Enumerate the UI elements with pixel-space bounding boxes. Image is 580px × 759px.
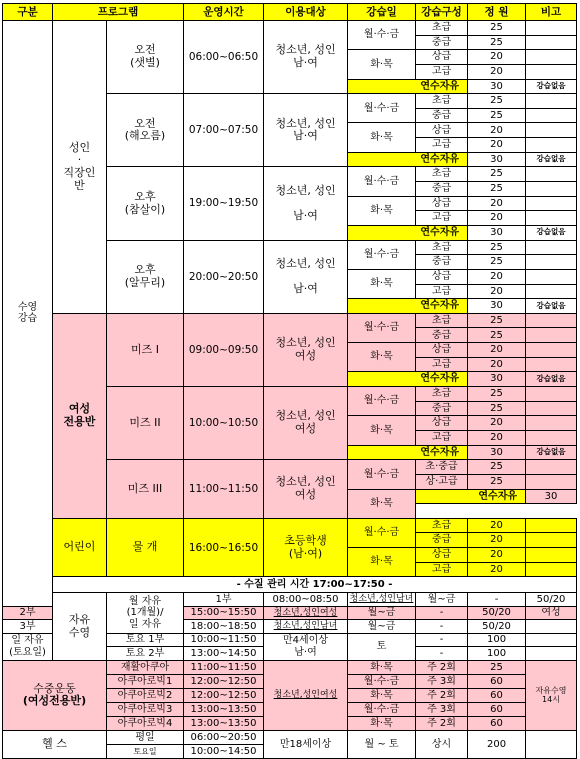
aqua-days: 화·목 (348, 660, 416, 674)
aqua-category (3, 660, 107, 730)
header-program: 프로그램 (53, 4, 184, 21)
free-swim-weekend-target: 만4세이상 남·여 (264, 633, 348, 660)
remark-cell (526, 50, 577, 65)
header-remarks: 비고 (526, 4, 577, 21)
aqua-days: 월·수·금 (348, 674, 416, 688)
target-line: 청소년, 성인 (275, 336, 336, 350)
target-line: 여성 (294, 348, 317, 362)
free-swim-target: 청소년,성인남녀 (348, 593, 416, 607)
capacity-cell: 25 (468, 328, 526, 343)
target-line: 청소년, 성인 (275, 116, 336, 130)
session-name: 미즈 III (107, 460, 184, 519)
free-swim-comp: - (416, 647, 468, 661)
remark-cell (526, 240, 577, 255)
session-target (264, 313, 348, 386)
days-mwf: 월·수·금 (348, 460, 416, 489)
level-cell: 초급 (416, 240, 468, 255)
level-cell: 고급 (416, 64, 468, 79)
level-cell: 초급 (416, 21, 468, 36)
remark-cell (526, 255, 577, 270)
health-days: 월 ~ 토 (348, 730, 416, 758)
free-swim-remark (526, 633, 577, 647)
free-swim-days: 월~금 (416, 593, 468, 607)
session-target (264, 460, 348, 519)
days-tt: 화·목 (348, 343, 416, 372)
days-tt: 화·목 (348, 50, 416, 79)
days-mwf: 월·수·금 (348, 387, 416, 416)
level-cell: 중급 (416, 182, 468, 197)
level-cell: 중급 (416, 35, 468, 50)
aqua-comp: 주 2회 (416, 716, 468, 730)
target-line: 청소년, 성인 (275, 183, 336, 197)
remark-cell (526, 343, 577, 358)
level-cell: 중급 (416, 108, 468, 123)
days-tt: 화·목 (348, 123, 416, 152)
free-swim-part: 3부 (3, 620, 53, 634)
swim-category: 수영 강습 (3, 21, 53, 607)
session-time: 07:00~07:50 (184, 94, 264, 167)
adult-group-label: 성인 · 직장인 반 (53, 21, 107, 314)
level-cell: 중급 (416, 328, 468, 343)
free-swim-time: 13:00~14:50 (184, 647, 264, 661)
remark-cell (526, 533, 577, 548)
kids-program: 물 개 (107, 518, 184, 577)
aqua-cap: 60 (468, 716, 526, 730)
capacity-cell: 20 (468, 284, 526, 299)
days-mwf: 월·수·금 (348, 167, 416, 196)
remark-cell (526, 284, 577, 299)
free-swim-target: 청소년,성인여성 (264, 606, 348, 620)
level-cell: 상급 (416, 269, 468, 284)
capacity-cell: 20 (468, 343, 526, 358)
free-swim-cap: 100 (468, 633, 526, 647)
level-cell: 상급 (416, 50, 468, 65)
capacity-cell: 30 (526, 489, 577, 504)
remark-cell (526, 313, 577, 328)
remark-cell (526, 269, 577, 284)
table-row (3, 313, 577, 328)
capacity-cell: 20 (468, 430, 526, 445)
free-swim-time: 15:00~15:50 (184, 606, 264, 620)
remark-cell (526, 64, 577, 79)
session-name: 오후 (참살이) (107, 167, 184, 240)
capacity-cell: 20 (468, 416, 526, 431)
free-swim-part: 1부 (184, 593, 264, 607)
table-row (3, 660, 577, 674)
remark-cell (526, 518, 577, 533)
capacity-cell: 20 (468, 533, 526, 548)
remark-cell (526, 211, 577, 226)
capacity-cell: 20 (468, 269, 526, 284)
header-category: 구분 (3, 4, 53, 21)
women-group-label: 여성 전용반 (53, 313, 107, 518)
capacity-cell: 25 (468, 474, 526, 489)
free-practice-cell: 연수자유 (348, 152, 468, 167)
table-row (3, 21, 577, 36)
level-cell: 초급 (416, 313, 468, 328)
free-practice-cell: 연수자유 (348, 225, 468, 240)
target-line: 남·여 (293, 129, 318, 143)
capacity-cell: 25 (468, 401, 526, 416)
remark-cell (526, 357, 577, 372)
capacity-cell: 30 (468, 445, 526, 460)
target-line: 청소년, 성인 (275, 475, 336, 489)
level-cell: 고급 (416, 138, 468, 153)
target-line: 남·여 (293, 56, 318, 70)
header-capacity: 정 원 (468, 4, 526, 21)
free-swim-remark (526, 647, 577, 661)
level-cell: 상·고급 (416, 474, 468, 489)
kids-group-label: 어린이 (53, 518, 107, 577)
aqua-name: 아쿠아로빅1 (107, 674, 184, 688)
capacity-cell: 25 (468, 255, 526, 270)
health-saturday: 토요일 (107, 744, 184, 758)
free-swim-time: 08:00~08:50 (264, 593, 348, 607)
free-swim-part: 2부 (3, 606, 53, 620)
level-cell: 고급 (416, 562, 468, 577)
target-line: 청소년, 성인 (275, 256, 336, 270)
capacity-cell: 25 (468, 108, 526, 123)
free-practice-cell: 연수자유 (416, 489, 526, 504)
level-cell: 중급 (416, 255, 468, 270)
capacity-cell: 30 (468, 152, 526, 167)
aqua-days: 월·수·금 (348, 702, 416, 716)
no-lesson-cell: 강습없음 (526, 299, 577, 314)
aqua-target: 청소년,성인여성 (264, 660, 348, 730)
remark-cell (526, 123, 577, 138)
aqua-name: 아쿠아로빅2 (107, 688, 184, 702)
level-cell: 상급 (416, 548, 468, 563)
table-row (3, 577, 577, 593)
free-swim-days: 월~금 (348, 606, 416, 620)
level-cell: 초급 (416, 167, 468, 182)
remark-cell (526, 401, 577, 416)
remark-cell (526, 21, 577, 36)
aqua-time: 11:00~11:50 (184, 660, 264, 674)
target-line: 청소년, 성인 (275, 409, 336, 423)
target-line: 여성 (294, 422, 317, 436)
capacity-cell: 30 (468, 299, 526, 314)
remark-cell (526, 167, 577, 182)
free-practice-cell: 연수자유 (348, 79, 468, 94)
kids-time: 16:00~16:50 (184, 518, 264, 577)
header-composition: 강습구성 (416, 4, 468, 21)
remark-cell (526, 387, 577, 402)
table-row (3, 4, 577, 21)
health-comp: 상시 (416, 730, 468, 758)
no-lesson-cell: 강습없음 (526, 152, 577, 167)
capacity-cell: 25 (468, 387, 526, 402)
level-cell: 고급 (416, 357, 468, 372)
capacity-cell: 20 (468, 138, 526, 153)
program-schedule-table (2, 3, 577, 759)
capacity-cell: 20 (468, 211, 526, 226)
remark-cell (526, 35, 577, 50)
remark-cell (526, 416, 577, 431)
aqua-time: 12:00~12:50 (184, 688, 264, 702)
session-name: 오전 (샛별) (107, 21, 184, 94)
free-swim-comp: - (416, 606, 468, 620)
capacity-cell: 20 (468, 196, 526, 211)
capacity-cell: 25 (468, 182, 526, 197)
health-saturday-time: 10:00~14:50 (184, 744, 264, 758)
remark-cell (526, 430, 577, 445)
capacity-cell: 20 (468, 562, 526, 577)
aqua-comp: 주 2회 (416, 660, 468, 674)
level-cell: 초급 (416, 387, 468, 402)
capacity-cell: 25 (468, 460, 526, 475)
free-swim-comp: - (416, 620, 468, 634)
health-category: 헬 스 (3, 730, 107, 758)
days-mwf: 월·수·금 (348, 518, 416, 547)
level-cell: 상급 (416, 123, 468, 138)
session-target (264, 240, 348, 313)
aqua-comp: 주 3회 (416, 674, 468, 688)
remark-cell (526, 328, 577, 343)
capacity-cell: 20 (468, 357, 526, 372)
target-line: 남·여 (293, 282, 318, 296)
session-name: 오후 (알무리) (107, 240, 184, 313)
header-days: 강습일 (348, 4, 416, 21)
free-swim-time: 10:00~11:50 (184, 633, 264, 647)
remark-cell (526, 460, 577, 475)
aqua-cap: 60 (468, 688, 526, 702)
capacity-cell: 25 (468, 240, 526, 255)
capacity-cell: 25 (468, 167, 526, 182)
free-swim-comp: - (416, 633, 468, 647)
capacity-cell: 20 (468, 64, 526, 79)
free-swim-target: 청소년,성인남녀 (264, 620, 348, 634)
session-target (264, 94, 348, 167)
capacity-cell: 25 (468, 313, 526, 328)
table-row (3, 730, 577, 744)
days-mwf: 월·수·금 (348, 313, 416, 342)
session-target (264, 167, 348, 240)
remark-cell (526, 562, 577, 577)
health-cap: 200 (468, 730, 526, 758)
capacity-cell: 25 (468, 21, 526, 36)
free-swim-weekend-days: 토 (348, 633, 416, 660)
capacity-cell: 30 (468, 372, 526, 387)
aqua-days: 화·목 (348, 688, 416, 702)
capacity-cell: 25 (468, 94, 526, 109)
free-swim-comp: - (468, 593, 526, 607)
free-swim-cap: 50/20 (468, 620, 526, 634)
days-tt: 화·목 (348, 489, 416, 518)
session-name: 미즈 I (107, 313, 184, 386)
remark-cell (526, 196, 577, 211)
free-swim-weekday-label: 월 자유 (1개월)/ 일 자유 (107, 593, 184, 634)
level-cell: 고급 (416, 284, 468, 299)
free-practice-cell: 연수자유 (348, 299, 468, 314)
days-tt: 화·목 (348, 416, 416, 445)
no-lesson-cell: 강습없음 (526, 372, 577, 387)
session-name: 오전 (해오름) (107, 94, 184, 167)
session-time: 06:00~06:50 (184, 21, 264, 94)
free-practice-cell: 연수자유 (348, 445, 468, 460)
session-time: 10:00~10:50 (184, 387, 264, 460)
free-swim-cap: 100 (468, 647, 526, 661)
days-tt: 화·목 (348, 196, 416, 225)
target-line: 여성 (294, 488, 317, 501)
health-weekday-time: 06:00~20:50 (184, 730, 264, 744)
session-time: 19:00~19:50 (184, 167, 264, 240)
health-weekday: 평일 (107, 730, 184, 744)
free-swim-category: 자유 수영 (53, 593, 107, 661)
level-cell: 상급 (416, 343, 468, 358)
health-remark (526, 730, 577, 758)
aqua-cap: 25 (468, 660, 526, 674)
table-row (3, 518, 577, 533)
days-mwf: 월·수·금 (348, 94, 416, 123)
session-time: 09:00~09:50 (184, 313, 264, 386)
aqua-name: 아쿠아로빅4 (107, 716, 184, 730)
session-time: 11:00~11:50 (184, 460, 264, 519)
aqua-cap: 60 (468, 702, 526, 716)
free-swim-part: 토요 1부 (107, 633, 184, 647)
remark-cell (526, 94, 577, 109)
free-swim-remark (526, 620, 577, 634)
header-hours: 운영시간 (184, 4, 264, 21)
target-line: 남·여 (293, 208, 318, 222)
level-cell: 상급 (416, 196, 468, 211)
kids-target: 초등학생 (남·여) (264, 518, 348, 577)
level-cell: 중급 (416, 401, 468, 416)
aqua-time: 13:00~13:50 (184, 702, 264, 716)
days-mwf: 월·수·금 (348, 240, 416, 269)
session-target (264, 387, 348, 460)
aqua-name: 아쿠아로빅3 (107, 702, 184, 716)
session-target (264, 21, 348, 94)
capacity-cell: 20 (468, 548, 526, 563)
capacity-cell: 20 (468, 518, 526, 533)
remark-cell (526, 548, 577, 563)
days-tt: 화·목 (348, 269, 416, 298)
capacity-cell: 20 (468, 50, 526, 65)
remark-cell (526, 108, 577, 123)
no-lesson-cell: 강습없음 (526, 225, 577, 240)
session-time: 20:00~20:50 (184, 240, 264, 313)
level-cell: 중급 (416, 533, 468, 548)
days-mwf: 월·수·금 (348, 21, 416, 50)
aqua-remark: 자유수영 14시 (526, 660, 577, 730)
free-swim-weekend-label: 일 자유 (토요일) (3, 633, 53, 660)
aqua-days: 화·목 (348, 716, 416, 730)
table-row (3, 593, 577, 607)
maintenance-note: - 수질 관리 시간 17:00~17:50 - (53, 577, 577, 593)
capacity-cell: 30 (468, 225, 526, 240)
level-cell: 초급 (416, 518, 468, 533)
remark-cell (526, 138, 577, 153)
session-name: 미즈 II (107, 387, 184, 460)
remark-cell (526, 474, 577, 489)
aqua-comp: 주 3회 (416, 702, 468, 716)
free-swim-cap: 50/20 (468, 606, 526, 620)
aqua-category-line: 수중운동 (33, 681, 76, 695)
capacity-cell: 20 (468, 123, 526, 138)
free-swim-remark: 여성 (526, 606, 577, 620)
level-cell: 초·중급 (416, 460, 468, 475)
free-practice-cell: 연수자유 (348, 372, 468, 387)
header-target: 이용대상 (264, 4, 348, 21)
free-swim-time: 18:00~18:50 (184, 620, 264, 634)
free-swim-part: 토요 2부 (107, 647, 184, 661)
health-target: 만18세이상 (264, 730, 348, 758)
level-cell: 초급 (416, 94, 468, 109)
capacity-cell: 30 (468, 79, 526, 94)
target-line: 청소년, 성인 (275, 43, 336, 57)
remark-cell (526, 182, 577, 197)
level-cell: 상급 (416, 416, 468, 431)
aqua-time: 12:00~12:50 (184, 674, 264, 688)
capacity-cell: 25 (468, 35, 526, 50)
level-cell: 고급 (416, 430, 468, 445)
aqua-category-line: (여성전용반) (22, 694, 87, 708)
aqua-cap: 60 (468, 674, 526, 688)
free-swim-cap: 50/20 (526, 593, 577, 607)
aqua-comp: 주 2회 (416, 688, 468, 702)
no-lesson-cell: 강습없음 (526, 445, 577, 460)
free-swim-days: 월~금 (348, 620, 416, 634)
no-lesson-cell: 강습없음 (526, 79, 577, 94)
days-tt: 화·목 (348, 548, 416, 577)
aqua-time: 13:00~13:50 (184, 716, 264, 730)
aqua-name: 재활아쿠아 (107, 660, 184, 674)
level-cell: 고급 (416, 211, 468, 226)
